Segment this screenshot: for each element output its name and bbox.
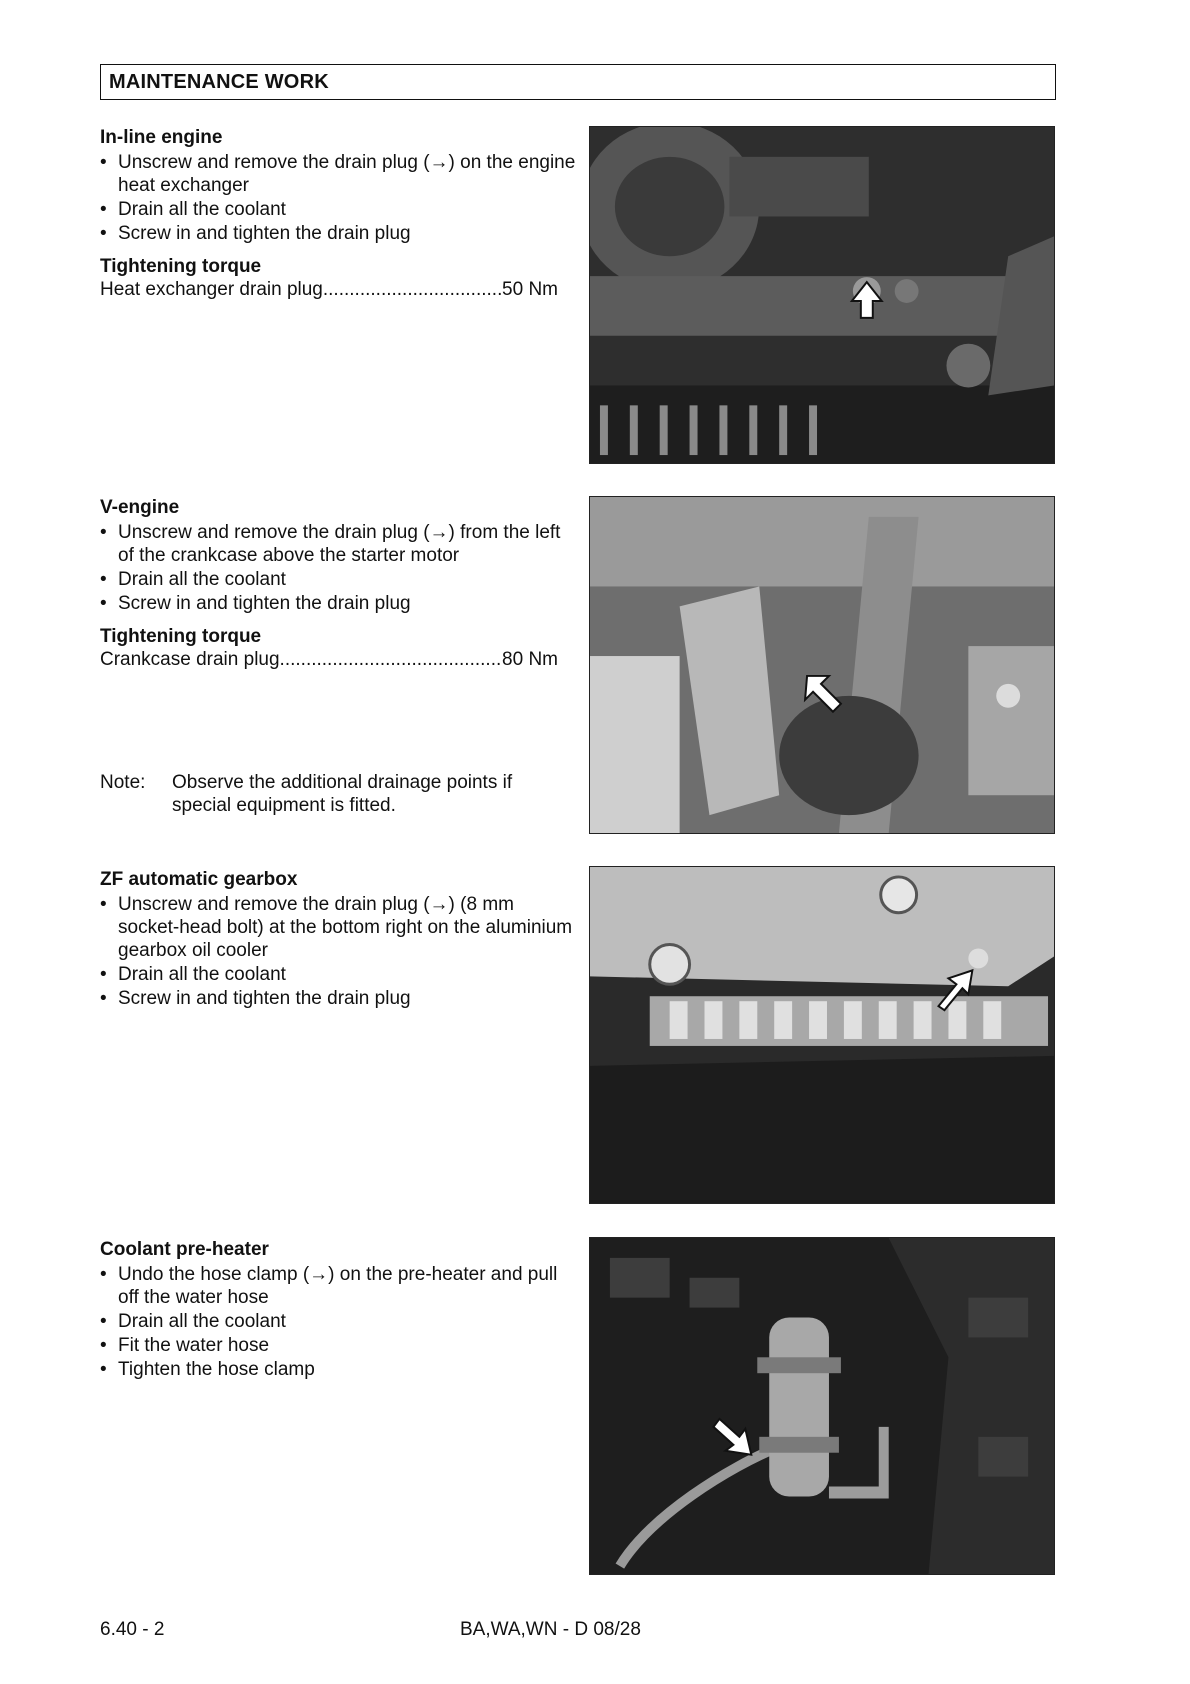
torque-label: Crankcase drain plug	[100, 649, 280, 670]
list-item: • Screw in and tighten the drain plug	[100, 987, 580, 1010]
torque-line	[100, 278, 558, 301]
section-coolant-preheater	[100, 1238, 580, 1382]
photo-inline-engine	[589, 126, 1055, 464]
torque-heading: Tightening torque	[100, 256, 262, 277]
photo-v-engine	[589, 496, 1055, 834]
instruction-list	[100, 1263, 580, 1381]
header-title: MAINTENANCE WORK	[109, 70, 329, 93]
list-item: • Drain all the coolant	[100, 963, 580, 986]
list-item: • Screw in and tighten the drain plug	[100, 222, 580, 245]
list-item: • Screw in and tighten the drain plug	[100, 592, 580, 615]
page-number: 6.40 - 2	[100, 1619, 165, 1640]
section-heading: In-line engine	[100, 127, 223, 148]
doc-code: BA,WA,WN - D 08/28	[460, 1619, 641, 1640]
list-item: • Drain all the coolant	[100, 568, 580, 591]
instruction-list	[100, 521, 580, 615]
page-header	[100, 64, 1056, 100]
photo-coolant-preheater	[589, 1237, 1055, 1575]
leader-dots	[323, 278, 502, 301]
section-zf-gearbox	[100, 868, 580, 1011]
instruction-list	[100, 893, 580, 1010]
photo-zf-gearbox	[589, 866, 1055, 1204]
list-item: • Drain all the coolant	[100, 1310, 580, 1333]
section-inline-engine	[100, 126, 580, 301]
torque-value: 50 Nm	[502, 279, 558, 300]
note-text: Observe the additional drainage points if special equipment is fitted.	[172, 772, 513, 816]
list-item: • Unscrew and remove the drain plug (→) (8 mm socket-head bolt) at the bottom right on the aluminium gearbox oil cooler	[100, 893, 580, 962]
torque-heading: Tightening torque	[100, 626, 262, 647]
section-heading: ZF automatic gearbox	[100, 869, 298, 890]
instruction-list	[100, 151, 580, 245]
list-item: • Unscrew and remove the drain plug (→) on the engine heat exchanger	[100, 151, 580, 197]
note	[100, 771, 560, 817]
section-heading: V-engine	[100, 497, 180, 518]
list-item: • Unscrew and remove the drain plug (→) from the left of the crankcase above the starter motor	[100, 521, 580, 567]
section-v-engine	[100, 496, 580, 671]
torque-spec	[100, 255, 580, 301]
list-item: • Drain all the coolant	[100, 198, 580, 221]
list-item: • Fit the water hose	[100, 1334, 580, 1357]
torque-label: Heat exchanger drain plug	[100, 279, 323, 300]
torque-line	[100, 648, 558, 671]
list-item: • Undo the hose clamp (→) on the pre-heater and pull off the water hose	[100, 1263, 580, 1309]
torque-spec	[100, 625, 580, 671]
note-label: Note:	[100, 772, 146, 793]
leader-dots	[280, 648, 502, 671]
torque-value: 80 Nm	[502, 649, 558, 670]
section-heading: Coolant pre-heater	[100, 1239, 269, 1260]
list-item: • Tighten the hose clamp	[100, 1358, 580, 1381]
